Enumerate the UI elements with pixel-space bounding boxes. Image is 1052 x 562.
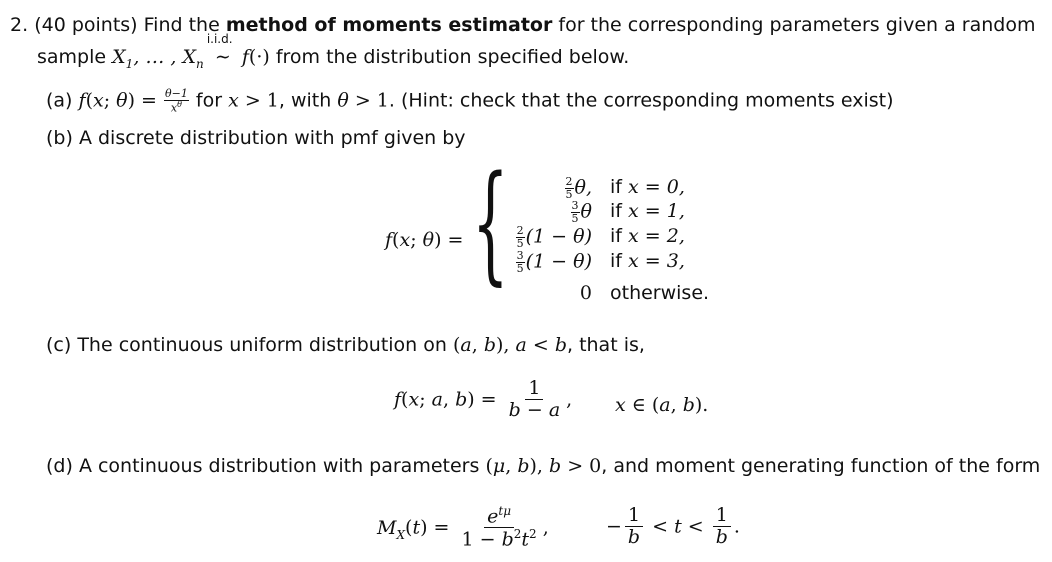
case-value-1: $\frac{3}{5}$ θ bbox=[571, 199, 592, 225]
case-cond-1: if x = 1, bbox=[610, 200, 685, 222]
sample-word: sample bbox=[37, 46, 107, 68]
problem-header-line2: sample $X_1$, … , $X_n$ i.i.d. ∼ f(·) from the distribution specified below. bbox=[37, 32, 630, 71]
part-c-text-pre: The continuous uniform distribution on bbox=[77, 334, 447, 356]
case-cond-3: if x = 3, bbox=[610, 250, 685, 272]
case-value-4: 0 bbox=[579, 282, 592, 304]
case-cond-4: otherwise. bbox=[610, 282, 710, 304]
sample-math: $X_1$, … , $X_n$ bbox=[112, 46, 204, 71]
part-a-domain: x bbox=[228, 89, 239, 112]
intro-pre: Find the bbox=[143, 14, 220, 36]
part-a-density: f bbox=[78, 89, 86, 112]
part-b bbox=[46, 127, 466, 149]
left-brace: { bbox=[472, 149, 509, 298]
intro-post: for the corresponding parameters given a random bbox=[558, 14, 1036, 36]
uniform-density: f(x; a, b) = $\frac{1}{b - a}$ , bbox=[394, 377, 573, 421]
part-a-hint: . (Hint: check that the corresponding moments exist) bbox=[388, 89, 894, 112]
part-d-text-post: , and moment generating function of the form bbox=[601, 455, 1041, 477]
pmf-lhs: f(x; θ) = bbox=[385, 229, 464, 251]
part-b-text: A discrete distribution with pmf given by bbox=[78, 127, 466, 149]
case-cond-0: if x = 0, bbox=[610, 176, 685, 198]
uniform-support: x ∈ (a, b). bbox=[615, 394, 709, 416]
part-c-text-post: , that is, bbox=[566, 334, 645, 356]
iid-symbol: i.i.d. ∼ bbox=[206, 32, 233, 68]
problem-points: (40 points) bbox=[34, 14, 138, 36]
part-d-text-pre: A continuous distribution with parameters bbox=[78, 455, 480, 477]
part-a: (a) f(x; θ) = $\frac{\theta-1}{x^\theta}$ for x > 1, with θ > 1. (Hint: check that the corresponding moments exist) bbox=[46, 87, 894, 115]
part-a-with: , with bbox=[278, 89, 332, 112]
case-value-0: $\frac{2}{5}$ θ, bbox=[565, 175, 592, 201]
mgf-formula: $M_X(t)$ = $\frac{e^{t\mu}}{1 - b^2t^2}$ , bbox=[377, 504, 549, 551]
iid-label: i.i.d. bbox=[206, 32, 233, 46]
part-c: (c) The continuous uniform distribution on (a, b), a < b, that is, bbox=[46, 334, 645, 356]
mgf-domain: − $\frac{1}{b}$ < t < $\frac{1}{b}$ . bbox=[606, 504, 740, 548]
case-cond-2: if x = 2, bbox=[610, 225, 685, 247]
part-b-label: (b) bbox=[46, 127, 73, 149]
part-d-label: (d) bbox=[46, 455, 73, 477]
intro-bold: method of moments estimator bbox=[225, 14, 553, 36]
part-c-label: (c) bbox=[46, 334, 72, 356]
part-a-param: θ bbox=[337, 89, 349, 112]
case-value-2: $\frac{2}{5}$ (1 − θ) bbox=[516, 224, 592, 250]
part-a-fraction: $\frac{\theta-1}{x^\theta}$ bbox=[165, 87, 188, 115]
problem-number: 2. bbox=[10, 14, 29, 36]
part-a-label: (a) bbox=[46, 89, 73, 112]
part-a-for: for bbox=[195, 89, 223, 112]
case-value-3: $\frac{3}{5}$ (1 − θ) bbox=[516, 249, 592, 275]
density-symbol: f bbox=[241, 46, 249, 68]
part-d: (d) A continuous distribution with parameters (μ, b), b > 0, and moment generating function of the form bbox=[46, 455, 1041, 477]
problem-header bbox=[10, 14, 1035, 36]
line2-post: from the distribution specified below. bbox=[275, 46, 630, 68]
